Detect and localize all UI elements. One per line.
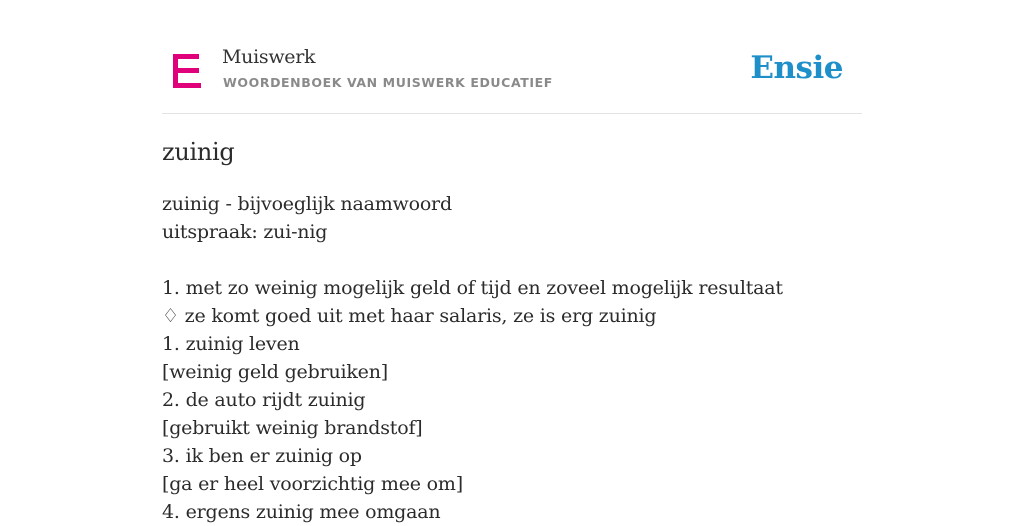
entry-line-explanation-2: [gebruikt weinig brandstof] [162,417,423,439]
entry-line-expression-2: 2. de auto rijdt zuinig [162,389,366,411]
entry-line-example: ♢ ze komt goed uit met haar salaris, ze is erg zuinig [162,305,657,327]
ensie-brand-link[interactable]: Ensie [750,50,843,86]
entry-body [162,190,783,526]
entry-title: zuinig [162,138,235,166]
entry-line-explanation-1: [weinig geld gebruiken] [162,361,388,383]
entry-blank-line [162,246,783,274]
entry-line-expression-3: 3. ik ben er zuinig op [162,445,362,467]
site-name-link[interactable]: Muiswerk [222,46,316,68]
site-subtitle: WOORDENBOEK VAN MUISWERK EDUCATIEF [223,75,553,90]
entry-line-explanation-3: [ga er heel voorzichtig mee om] [162,473,463,495]
entry-line-pronunciation: uitspraak: zui-nig [162,221,328,243]
muiswerk-logo-icon[interactable] [173,54,201,88]
entry-line-expression-4: 4. ergens zuinig mee omgaan [162,501,441,523]
entry-line-word-class: zuinig - bijvoeglijk naamwoord [162,193,452,215]
entry-line-definition: 1. met zo weinig mogelijk geld of tijd en zoveel mogelijk resultaat [162,277,783,299]
site-header [162,0,862,114]
entry-line-expression-1: 1. zuinig leven [162,333,300,355]
